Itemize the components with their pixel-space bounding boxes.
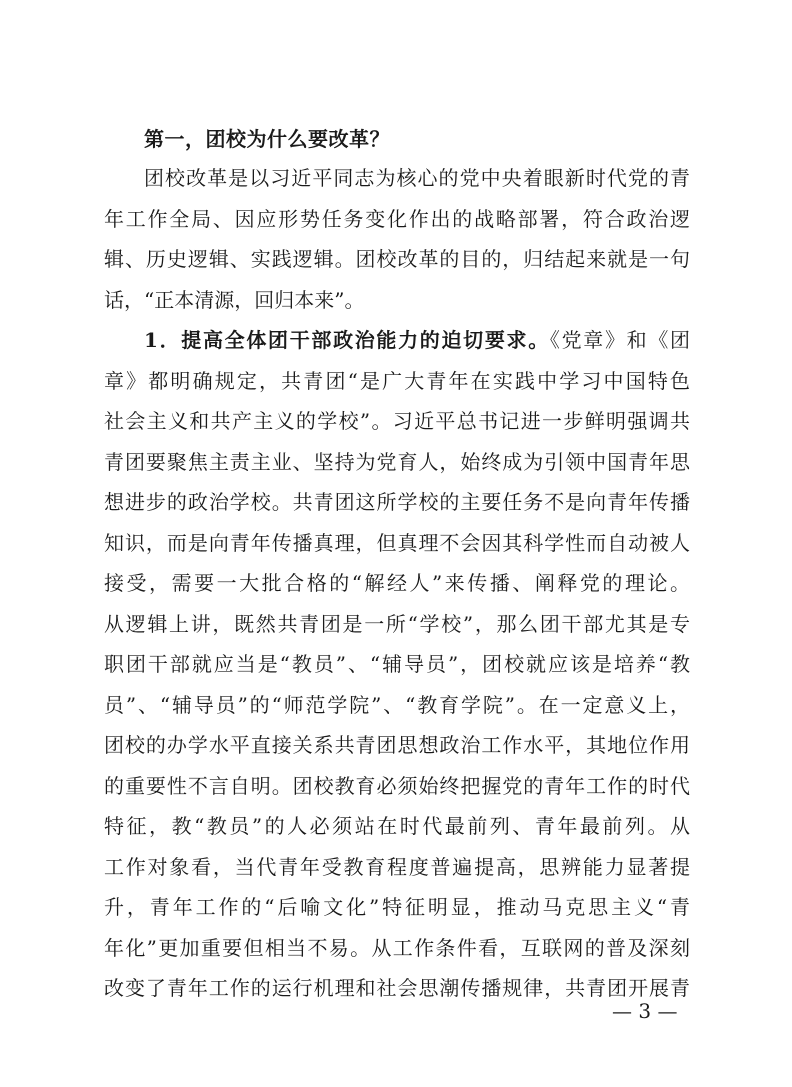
paragraph-1 [104, 158, 690, 320]
paragraph-line: 章》都明确规定，共青团“是广大青年在实践中学习中国特色 [104, 368, 690, 393]
paragraph-line: 青团要聚焦主责主业、坚持为党育人，始终成为引领中国青年思 [104, 449, 690, 474]
paragraph-line: 团校改革是以习近平同志为核心的党中央着眼新时代党的青 [144, 166, 690, 190]
paragraph-line: 特征，教“教员”的人必须站在时代最前列、青年最前列。从 [104, 814, 690, 838]
paragraph-line: 员”、“辅导员”的“师范学院”、“教育学院”。在一定意义上， [104, 692, 690, 717]
paragraph-lead: 1．提高全体团干部政治能力的迫切要求。 [144, 328, 550, 352]
paragraph-line [104, 320, 690, 361]
paragraph-line-rest: 《党章》和《团 [549, 328, 691, 352]
document-page [104, 122, 690, 1009]
paragraph-line: 从逻辑上讲，既然共青团是一所“学校”，那么团干部尤其是专 [104, 611, 690, 636]
paragraph-line: 的重要性不言自明。团校教育必须始终把握党的青年工作的时代 [104, 773, 690, 798]
section-heading: 第一，团校为什么要改革？ [144, 127, 390, 151]
paragraph-2 [104, 320, 690, 1009]
paragraph-line: 知识，而是向青年传播真理，但真理不会因其科学性而自动被人 [104, 530, 690, 555]
paragraph-line: 社会主义和共产主义的学校”。习近平总书记进一步鲜明强调共 [104, 409, 690, 433]
paragraph-line: 接受，需要一大批合格的“解经人”来传播、阐释党的理论。 [104, 571, 690, 595]
paragraph-line: 升，青年工作的“后喻文化”特征明显，推动马克思主义“青 [104, 895, 690, 919]
paragraph-line: 话，“正本清源，回归本来”。 [104, 287, 365, 312]
paragraph-line: 年化”更加重要但相当不易。从工作条件看，互联网的普及深刻 [104, 935, 690, 960]
paragraph-line: 想进步的政治学校。共青团这所学校的主要任务不是向青年传播 [104, 490, 690, 514]
paragraph-line: 改变了青年工作的运行机理和社会思潮传播规律，共青团开展青 [104, 976, 690, 1000]
paragraph-line: 辑、历史逻辑、实践逻辑。团校改革的目的，归结起来就是一句 [104, 247, 690, 271]
paragraph-line: 工作对象看，当代青年受教育程度普遍提高，思辨能力显著提 [104, 854, 690, 879]
paragraph-line: 团校的办学水平直接关系共青团思想政治工作水平，其地位作用 [104, 733, 690, 757]
paragraph-line: 职团干部就应当是“教员”、“辅导员”，团校就应该是培养“教 [104, 652, 690, 676]
page-number: — 3 — [612, 999, 678, 1023]
paragraph-line: 年工作全局、因应形势任务变化作出的战略部署，符合政治逻 [104, 206, 690, 231]
